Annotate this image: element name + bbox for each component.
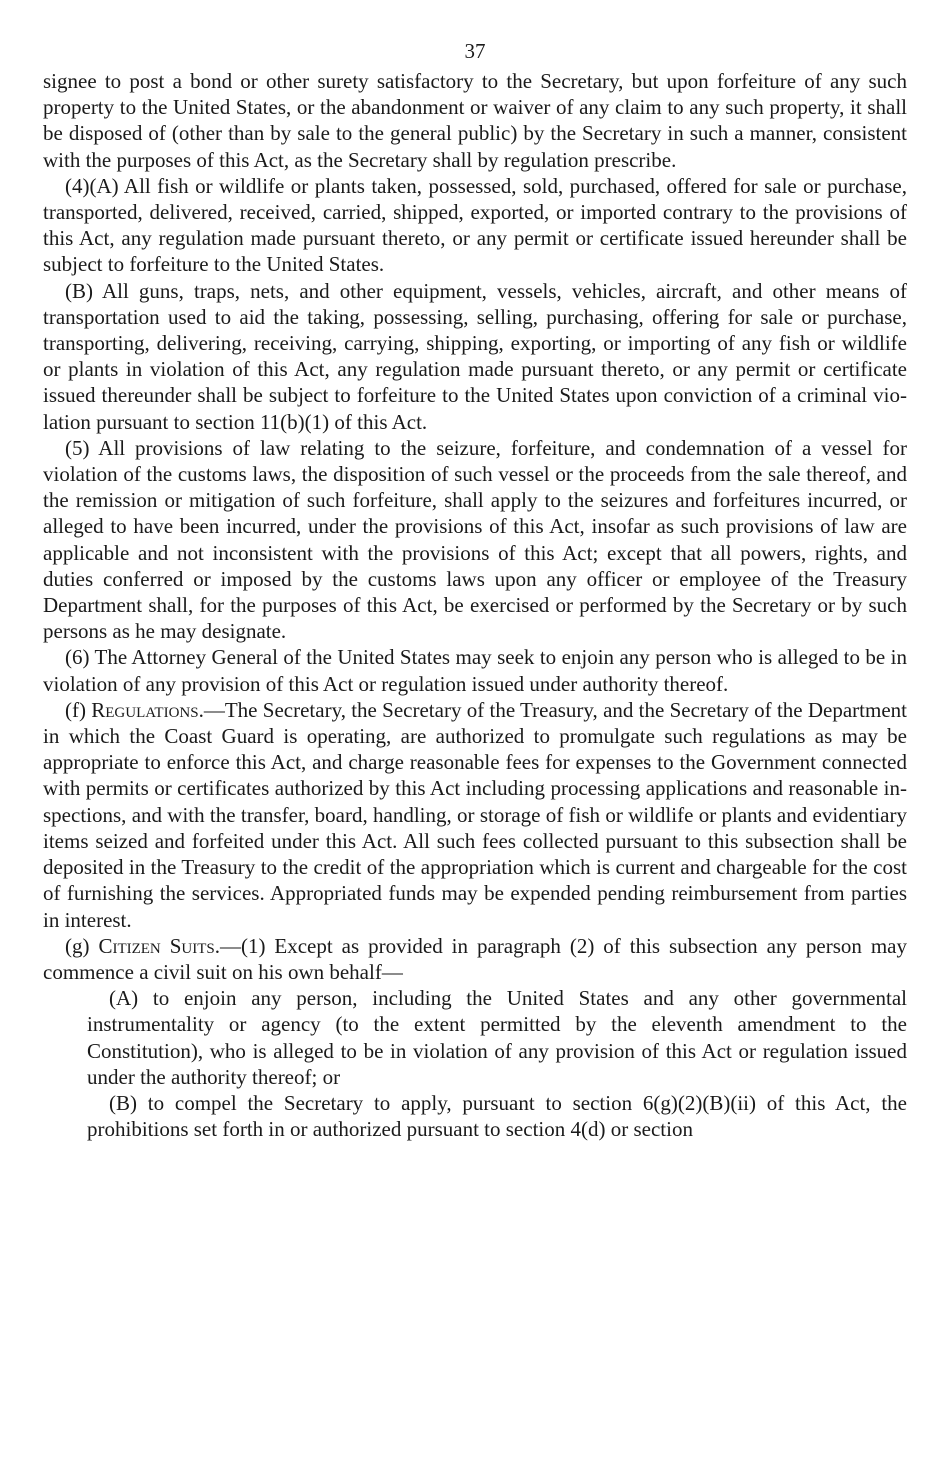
subparagraph-a: (A) to enjoin any person, including the United States and any other governmental instrumentality or agency (to the extent permitted by the eleventh amendment to the Constitution), who is alleged to be in violation of any provision of this Act or regulation issued under the authority thereof; or bbox=[87, 986, 907, 1089]
section-f-label: (f) bbox=[65, 697, 92, 722]
section-f-heading: Regulations. bbox=[91, 697, 204, 722]
paragraph-continued: signee to post a bond or other surety satisfactory to the Secretary, but upon forfeiture of any such property to the United States, or the abandonment or waiver of any claim to any such property, it shall be disposed of (other than by sale to the general public) by the Secretary in such a manner, consistent with the purposes of this Act, as the Secretary shall by regulation prescribe. bbox=[43, 69, 907, 172]
document-page bbox=[43, 38, 907, 1142]
paragraph-6: (6) The Attorney General of the United States may seek to enjoin any person who is alleged to be in violation of any provision of this Act or regulation issued under authority thereof. bbox=[43, 645, 907, 696]
section-f-body: —The Secretary, the Secretary of the Treasury, and the Secretary of the Department in which the Coast Guard is operating, are authorized to promulgate such regulations as may be appropriate to enforce this Act, and charge reasonable fees for expenses to the Government connected with permits or certificates authorized by this Act including processing applications and reasonable inspections, and with the transfer, board, handling, or storage of fish or wildlife or plants and evidentiary items seized and forfeited under this Act. All such fees collected pursuant to this subsection shall be deposited in the Treasury to the credit of the appropriation which is current and chargeable for the cost of furnishing the services. Appropriated funds may be expended pending reimbursement from parties in interest. bbox=[43, 697, 907, 932]
paragraph-4b: (B) All guns, traps, nets, and other equipment, vessels, vehicles, aircraft, and other means of transportation used to aid the taking, possessing, selling, purchasing, offering for sale or purchase, transporting, delivering, receiving, carrying, shipping, exporting, or importing of any fish or wildlife or plants in violation of this Act, any regulation made pursuant thereto, or any permit or certificate issued thereunder shall be subject to forfeiture to the United States upon conviction of a criminal violation pursuant to section 11(b)(1) of this Act. bbox=[43, 278, 907, 434]
section-f-regulations bbox=[43, 697, 907, 933]
paragraph-5: (5) All provisions of law relating to the seizure, forfeiture, and condemnation of a vessel for violation of the customs laws, the disposition of such vessel or the proceeds from the sale thereof, and the remission or mitigation of such forfeiture, shall apply to the seizures and forfeitures incurred, or alleged to have been incurred, under the provisions of this Act, insofar as such provisions of law are applicable and not inconsistent with the provisions of this Act; except that all powers, rights, and duties conferred or imposed by the customs laws upon any officer or employee of the Treasury Department shall, for the purposes of this Act, be exercised or performed by the Secretary or by such persons as he may designate. bbox=[43, 435, 907, 644]
subparagraph-b: (B) to compel the Secretary to apply, pursuant to section 6(g)(2)(B)(ii) of this Act, the prohibitions set forth in or authorized pursuant to section 4(d) or section bbox=[87, 1090, 907, 1142]
section-g-citizen-suits bbox=[43, 933, 907, 985]
paragraph-4a: (4)(A) All fish or wildlife or plants taken, possessed, sold, purchased, offered for sale or purchase, transported, delivered, received, carried, shipped, exported, or imported contrary to the provisions of this Act, any regulation made pursuant thereto, or any permit or certificate issued hereunder shall be subject to forfeiture to the United States. bbox=[43, 173, 907, 277]
section-g-body: —(1) Except as provided in paragraph (2) of this subsection any person may commence a civil suit on his own behalf— bbox=[43, 933, 907, 984]
section-g-label: (g) bbox=[65, 933, 99, 958]
section-g-heading: Citizen Suits. bbox=[98, 933, 220, 958]
page-number: 37 bbox=[464, 39, 486, 63]
